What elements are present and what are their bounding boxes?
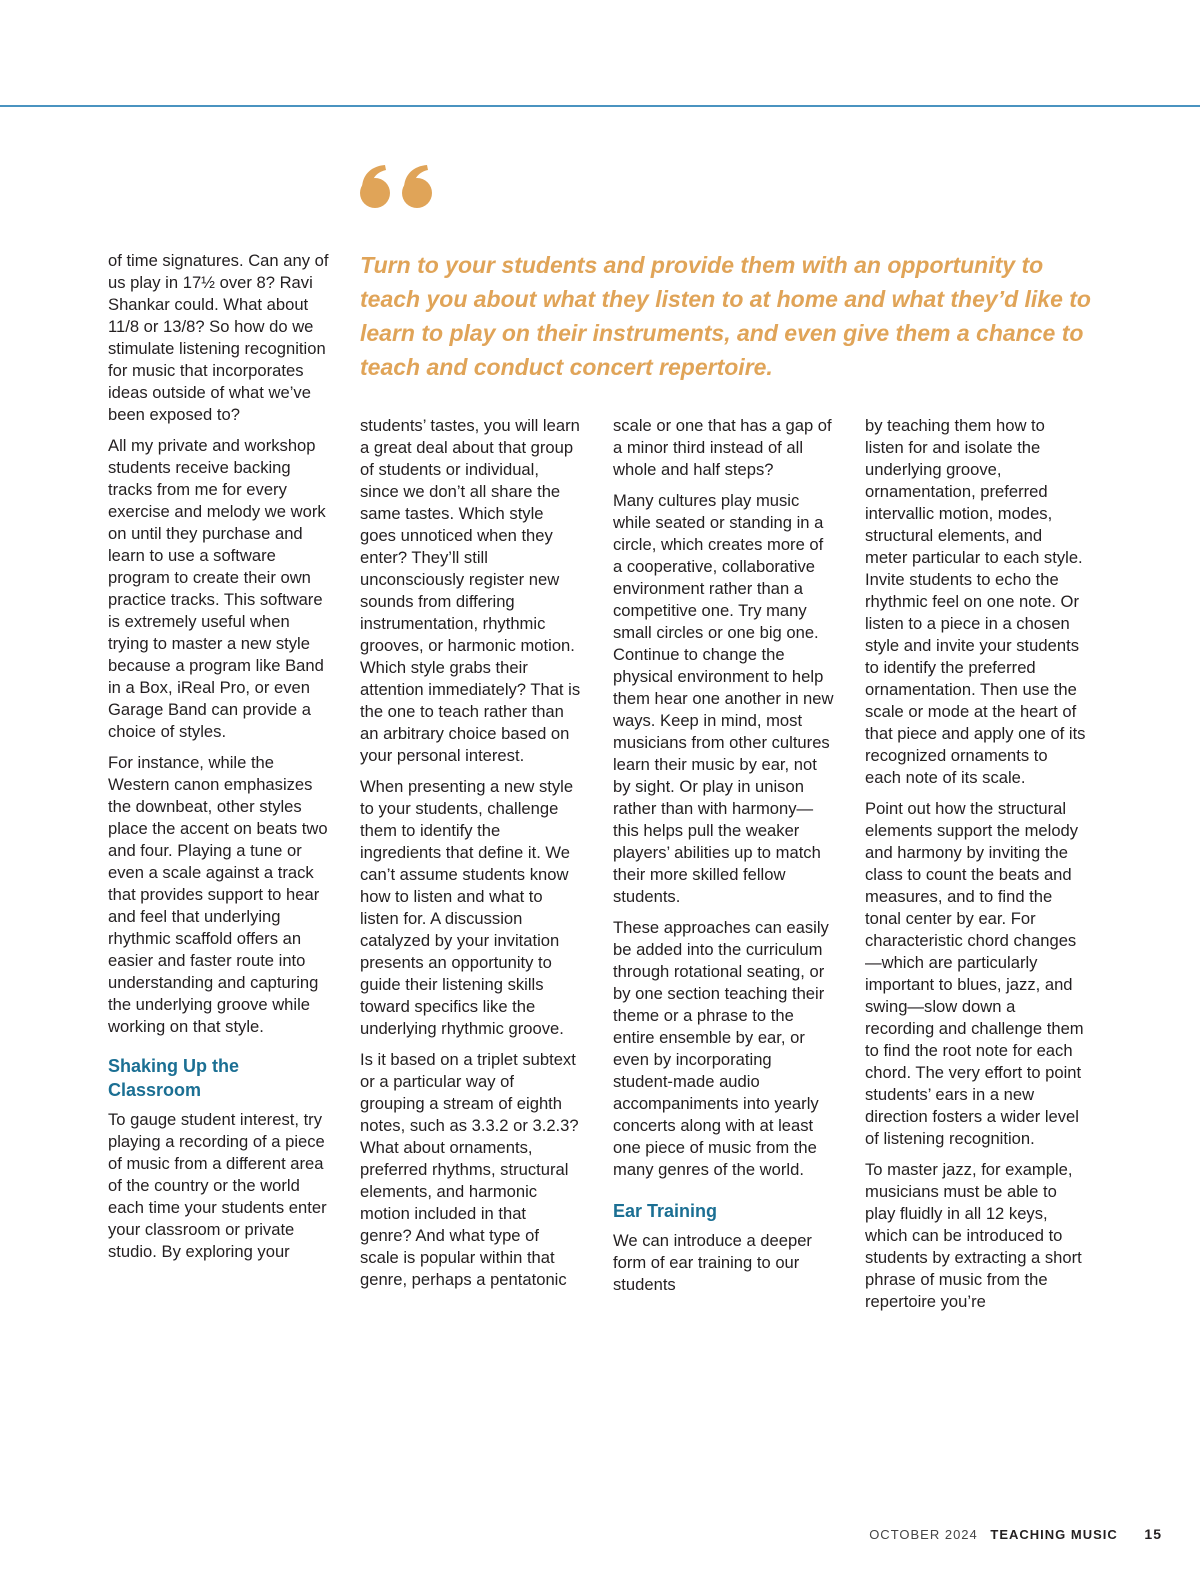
column-2 [360, 415, 582, 1300]
column-4 [865, 415, 1087, 1322]
body-paragraph: To master jazz, for example, musicians must be able to play fluidly in all 12 keys, which can be introduced to students by extracting a short phrase of music from the repertoire you’re [865, 1160, 1082, 1311]
body-paragraph: of time signatures. Can any of us play in 17½ over 8? Ravi Shankar could. What about 11/8 or 13/8? So how do we stimulate listening recognition for music that incorporates ideas outside of what we’ve been exposed to? [108, 251, 329, 424]
body-paragraph: Many cultures play music while seated or standing in a circle, which creates more of a cooperative, collaborative environment rather than a competitive one. Try many small circles or one big one. Continue to change the physical environment to help them hear one another in new ways. Keep in mind, most musicians from other cultures learn their music by ear, not by sight. Or play in unison rather than with harmony—this helps pull the weaker players’ abilities up to match their more skilled fellow students. [613, 491, 834, 906]
section-heading-shaking-up: Shaking Up the Classroom [108, 1056, 240, 1100]
body-paragraph: To gauge student interest, try playing a recording of a piece of music from a different area of the country or the world each time your students enter your classroom or private studio. By exploring your [108, 1110, 327, 1261]
pull-quote: Turn to your students and provide them with an opportunity to teach you about what they listen to at home and what they’d like to learn to play on their instruments, and even give them a chance to teach and conduct concert repertoire. [360, 252, 1091, 380]
body-paragraph: by teaching them how to listen for and isolate the underlying groove, ornamentation, preferred intervallic motion, modes, structural elements, and meter particular to each style. Invite students to echo the rhythmic feel on one note. Or listen to a piece in a chosen style and invite your students to identify the preferred ornamentation. Then use the scale or mode at the heart of that piece and apply one of its recognized ornaments to each note of its scale. [865, 416, 1086, 787]
body-paragraph: Point out how the structural elements support the melody and harmony by inviting the class to count the beats and measures, and to find the tonal center by ear. For characteristic chord changes—which are particularly important to blues, jazz, and swing—slow down a recording and challenge them to find the root note for each chord. The very effort to point students’ ears in a new direction fosters a wider level of listening recognition. [865, 799, 1084, 1148]
column-1 [108, 250, 330, 1272]
issue-date: OCTOBER 2024 [869, 1527, 978, 1542]
body-paragraph: All my private and workshop students receive backing tracks from me for every exercise and melody we work on until they purchase and learn to use a software program to create their own practice tracks. This software is extremely useful when trying to master a new style because a program like Band in a Box, iReal Pro, or even Garage Band can provide a choice of styles. [108, 436, 326, 741]
top-rule [0, 105, 1200, 107]
column-3 [613, 415, 835, 1305]
page-number: 15 [1144, 1526, 1162, 1542]
section-heading-ear-training: Ear Training [613, 1201, 718, 1221]
magazine-title: TEACHING MUSIC [990, 1527, 1118, 1542]
body-paragraph: Is it based on a triplet subtext or a particular way of grouping a stream of eighth notes, such as 3.3.2 or 3.2.3? What about ornaments, preferred rhythms, structural elements, and harmonic motion included in that genre? And what type of scale is popular within that genre, perhaps a pentatonic [360, 1050, 579, 1289]
body-paragraph: For instance, while the Western canon emphasizes the downbeat, other styles place the accent on beats two and four. Playing a tune or even a scale against a track that provides support to hear and feel that underlying rhythmic scaffold offers an easier and faster route into understanding and capturing the underlying groove while working on that style. [108, 753, 328, 1036]
page-footer [869, 1526, 1162, 1542]
body-paragraph: These approaches can easily be added into the curriculum through rotational seating, or by one section teaching their theme or a phrase to the entire ensemble by ear, or even by incorporating student-made audio accompaniments into yearly concerts along with at least one piece of music from the many genres of the world. [613, 918, 829, 1179]
body-paragraph: When presenting a new style to your students, challenge them to identify the ingredients that define it. We can’t assume students know how to listen and what to listen for. A discussion catalyzed by your invitation presents an opportunity to guide their listening skills toward specifics like the underlying rhythmic groove. [360, 777, 574, 1038]
body-paragraph: We can introduce a deeper form of ear training to our students [613, 1231, 812, 1294]
body-paragraph: students’ tastes, you will learn a great deal about that group of students or individual, since we don’t all share the same tastes. Which style goes unnoticed when they enter? They’ll still unconsciously register new sounds from differing instrumentation, rhythmic grooves, or harmonic motion. Which style grabs their attention immediately? That is the one to teach rather than an arbitrary choice based on your personal interest. [360, 416, 581, 765]
double-quote-icon [358, 162, 440, 212]
body-paragraph: scale or one that has a gap of a minor third instead of all whole and half steps? [613, 416, 832, 479]
